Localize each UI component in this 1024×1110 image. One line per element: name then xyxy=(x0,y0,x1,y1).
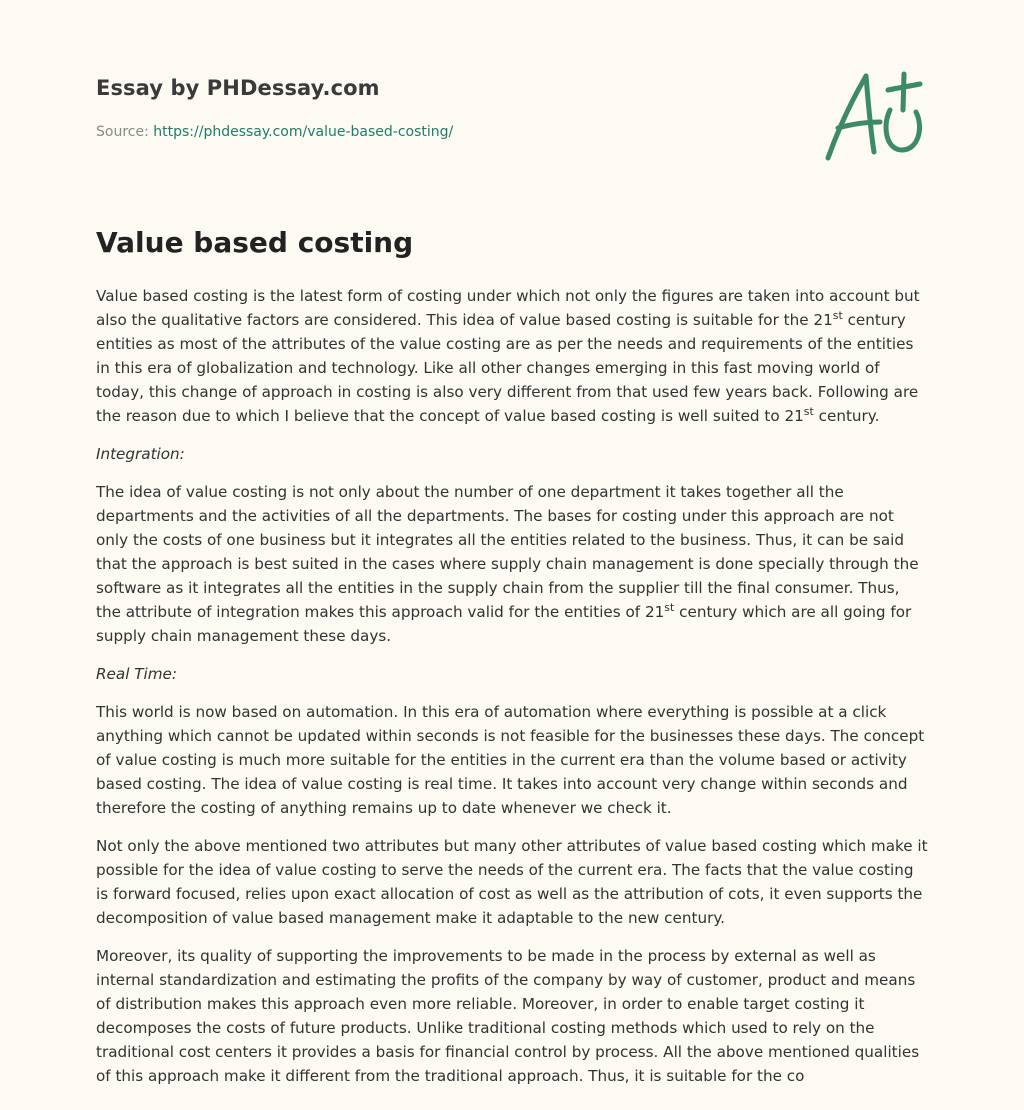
paragraph-conclusion: Moreover, its quality of supporting the improvements to be made in the process by external as well as internal standardization and estimating the profits of the company by way of customer, product and means of distribution makes this approach even more reliable. Moreover, in order to enable target costing it decomposes the costs of future products. Unlike traditional costing methods which used to rely on the traditional cost centers it provides a basis for financial control by process. All the above mentioned qualities of this approach make it different from the traditional approach. Thus, it is suitable for the co xyxy=(96,947,920,1085)
site-title: Essay by PHDessay.com xyxy=(96,76,380,100)
section-heading-real-time: Real Time: xyxy=(96,665,178,683)
source-line xyxy=(96,124,453,140)
source-link[interactable]: https://phdessay.com/value-based-costing/ xyxy=(153,124,454,140)
paragraph-intro: Value based costing is the latest form of costing under which not only the figures are taken into account but also the qualitative factors are considered. This idea of value based costing is suitable for the 21st century entities as most of the attributes of the value costing are as per the needs and requirements of the entities in this era of globalization and technology. Like all other changes emerging in this fast moving world of today, this change of approach in costing is also very different from that used few years back. Following are the reason due to which I believe that the concept of value based costing is well suited to 21st century. xyxy=(96,287,920,425)
paragraph-attributes: Not only the above mentioned two attributes but many other attributes of value based costing which make it possible for the idea of value costing to serve the needs of the current era. The facts that the value costing is forward focused, relies upon exact allocation of cost as well as the attribution of cots, it even supports the decomposition of value based management make it adaptable to the new century. xyxy=(96,837,928,927)
paragraph-integration: The idea of value costing is not only about the number of one department it takes together all the departments and the activities of all the departments. The bases for costing under this approach are not only the costs of one business but it integrates all the entities related to the business. Thus, it can be said that the approach is best suited in the cases where supply chain management is done specially through the software as it integrates all the entities in the supply chain from the supplier till the final consumer. Thus, the attribute of integration makes this approach valid for the entities of 21st century which are all going for supply chain management these days. xyxy=(96,483,919,645)
essay-title: Value based costing xyxy=(96,226,414,259)
source-label: Source: xyxy=(96,124,149,140)
paragraph-real-time: This world is now based on automation. In this era of automation where everything is possible at a click anything which cannot be updated within seconds is not feasible for the businesses these days. The concept of value costing is much more suitable for the entities in the current era than the volume based or activity based costing. The idea of value costing is real time. It takes into account very change within seconds and therefore the costing of anything remains up to date whenever we check it. xyxy=(96,703,925,817)
a-plus-logo-icon xyxy=(822,66,926,166)
essay-page xyxy=(96,0,928,1110)
essay-body xyxy=(96,284,928,1102)
section-heading-integration: Integration: xyxy=(96,445,185,463)
